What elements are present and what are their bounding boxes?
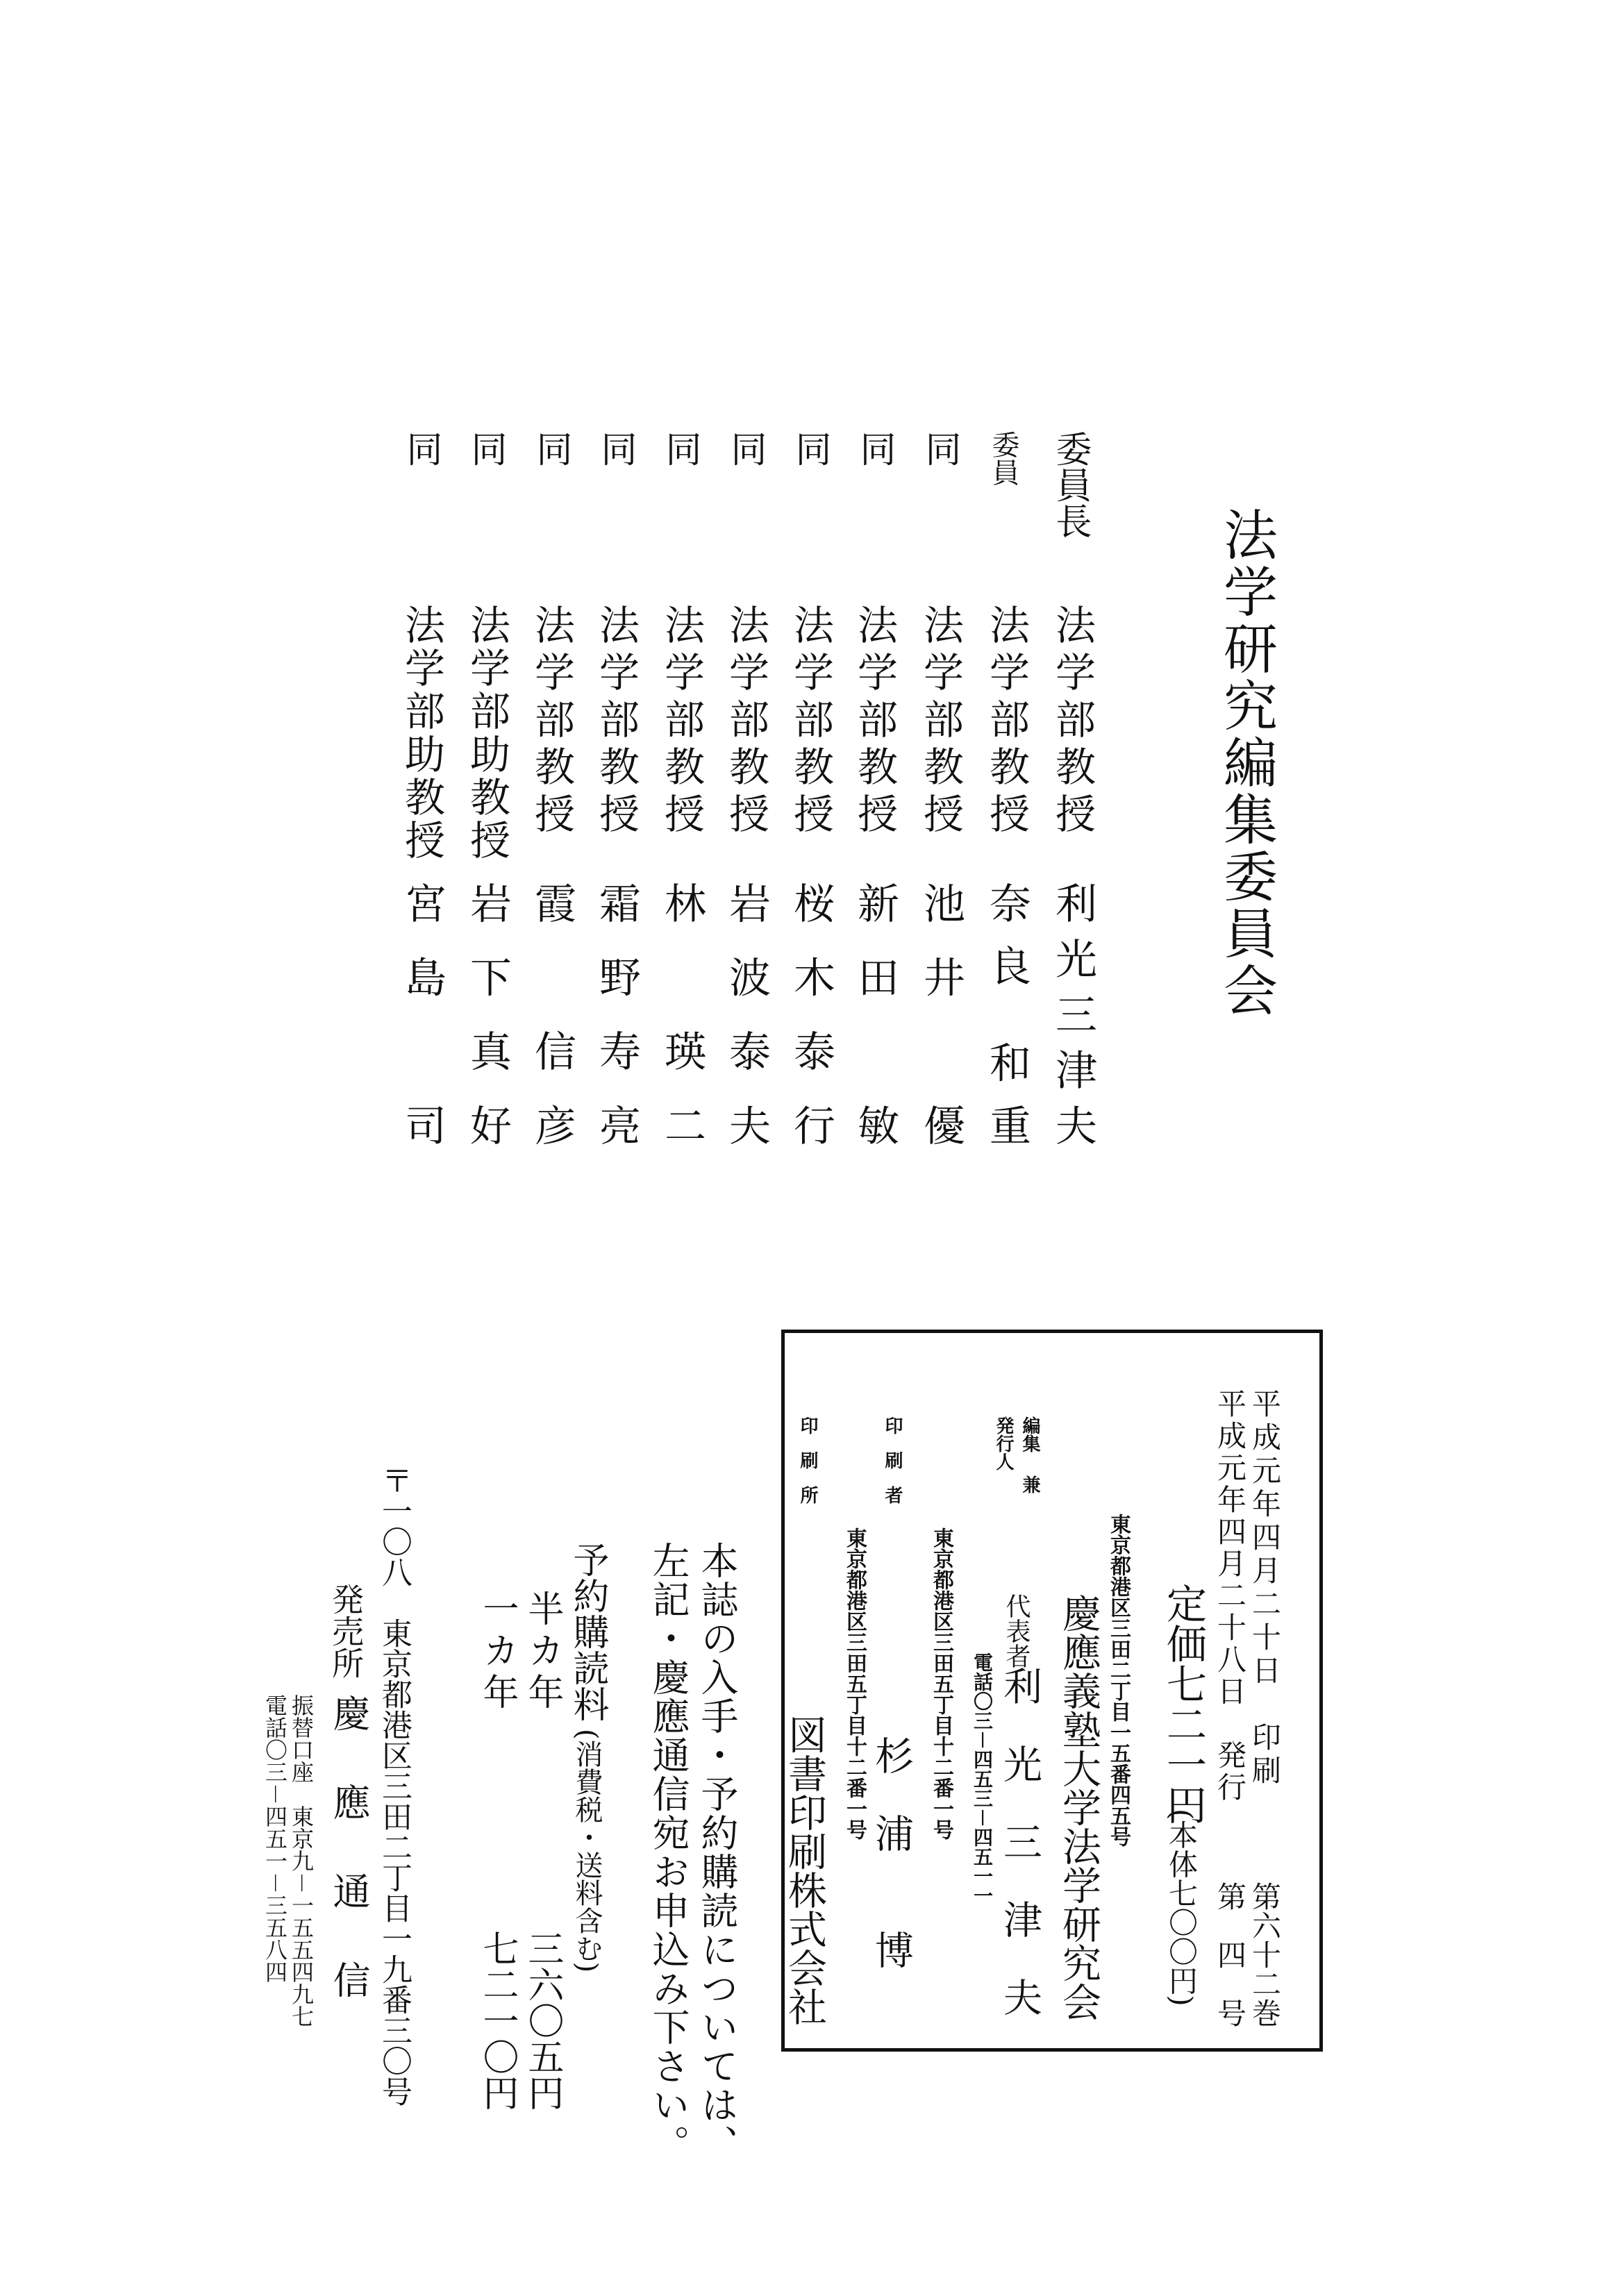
editor-org: 慶應義塾大学法学研究会 (1056, 1593, 1101, 2021)
member-dept: 法学部教授 (722, 604, 769, 840)
member-dept: 法学部教授 (851, 604, 898, 840)
member-dept: 法学部教授 (658, 604, 705, 840)
member-role: 同 (400, 430, 442, 467)
member-role: 同 (465, 430, 506, 467)
member-dept: 法学部教授 (787, 604, 834, 840)
print-office-name: 図書印刷株式会社 (782, 1715, 827, 2026)
publisher-label: 発売所 (327, 1583, 365, 1679)
member-name: 岩下真好 (463, 882, 512, 1146)
subscription-fee-note: (消費税・送料含む) (571, 1729, 603, 1973)
member-role: 同 (594, 430, 636, 467)
half-year-price: 三六〇五円 (522, 1930, 563, 2111)
printer-label: 印刷者 (882, 1416, 903, 1520)
member-dept: 法学部助教授 (463, 604, 510, 862)
member-dept: 法学部教授 (917, 604, 964, 840)
member-role: 同 (659, 430, 701, 467)
editor-rep-name: 利 光 三 津 夫 (997, 1666, 1042, 2016)
editor-address: 東京都港区三田二丁目一五番四五号 (1106, 1514, 1131, 1847)
member-role: 委員長 (1049, 430, 1091, 539)
year-label: 一カ年 (476, 1590, 518, 1715)
printer-address: 東京都港区三田五丁目十二番一号 (929, 1527, 953, 1840)
price: 定価七二一円 (1160, 1583, 1207, 1825)
member-name: 新田 敏 (851, 882, 899, 1146)
print-date: 平成元年四月二十日 印刷 (1248, 1389, 1282, 1788)
editor-label-b: 発行人 (993, 1416, 1014, 1470)
subscription-notice-1: 本誌の入手・予約購読については、 (695, 1541, 739, 2163)
member-dept: 法学部教授 (983, 604, 1030, 840)
publisher-transfer: 振替口座 東京九－一五五四九七 (288, 1694, 315, 2028)
printer-name: 杉 浦 博 (869, 1736, 914, 1969)
member-role: 委員 (987, 430, 1019, 486)
editor-label-a: 編集 (1019, 1416, 1040, 1452)
member-name: 利光三津夫 (1049, 882, 1097, 1146)
issue-number: 第 四 号 (1213, 1882, 1247, 2027)
member-role: 同 (724, 430, 766, 467)
member-role: 同 (853, 430, 895, 467)
publisher-name: 慶 應 通 信 (327, 1694, 371, 2005)
half-year-label: 半カ年 (522, 1590, 563, 1715)
publisher-postal-address: 〒一〇八 東京都港区三田二丁目一九番三〇号 (376, 1465, 412, 2106)
editor-tel: 電話〇三－四五三－四五一一 (971, 1652, 994, 1906)
member-name: 岩波泰夫 (722, 882, 771, 1146)
member-name: 池井 優 (917, 882, 965, 1146)
editor-label-c: 兼 (1019, 1475, 1040, 1493)
print-office-address: 東京都港区三田五丁目十二番一号 (842, 1527, 867, 1840)
member-role: 同 (789, 430, 831, 467)
print-office-label: 印刷所 (797, 1416, 818, 1520)
member-dept: 法学部教授 (1049, 604, 1096, 840)
member-dept: 法学部教授 (592, 604, 640, 840)
member-name: 桜木泰行 (787, 882, 835, 1146)
member-role: 同 (919, 430, 960, 467)
subscription-fee-label: 予約購読料 (567, 1541, 608, 1722)
member-name: 宮島 司 (398, 882, 447, 1146)
member-dept: 法学部助教授 (398, 604, 445, 862)
member-name: 林 瑛二 (658, 882, 706, 1146)
member-name: 霜野寿亮 (592, 882, 641, 1146)
editor-rep-label: 代表者 (1002, 1593, 1031, 1668)
committee-title: 法学研究編集委員会 (1215, 507, 1277, 1019)
year-price: 七二一〇円 (476, 1930, 518, 2111)
member-name: 奈良 和重 (983, 882, 1031, 1146)
publisher-tel: 電話〇三－四五一－三五八四 (262, 1694, 288, 1984)
member-role: 同 (530, 430, 572, 467)
member-name: 霞 信彦 (528, 882, 576, 1146)
volume-number: 第六十二巻 (1248, 1882, 1282, 2027)
issue-date: 平成元年四月二十八日 発行 (1213, 1389, 1247, 1804)
member-dept: 法学部教授 (528, 604, 575, 840)
subscription-notice-2: 左記・慶應通信宛お申込み下さい。 (647, 1541, 690, 2163)
price-note: (本体七〇〇円) (1165, 1809, 1199, 2006)
